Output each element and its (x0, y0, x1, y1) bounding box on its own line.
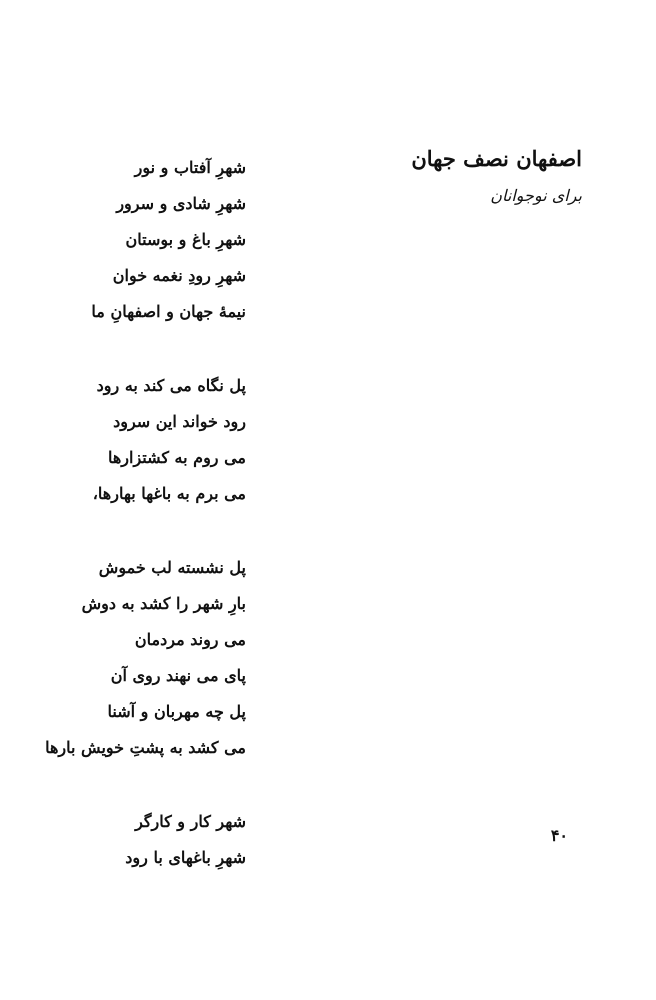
poem-line: شهرِ آفتاب و نور (134, 158, 246, 177)
poem-line: شهرِ رودِ نغمه خوان (112, 266, 246, 285)
poem-line: شهر کار و کارگر (135, 812, 246, 831)
poem-line: رود خواند این سرود (113, 412, 246, 431)
poem-line: می روم به کشتزارها (107, 448, 246, 467)
stanza-2 (45, 368, 246, 512)
poem-line: شهرِ شادی و سرور (116, 194, 246, 213)
poem-line: پل نگاه می کند به رود (96, 376, 246, 395)
stanza-4 (45, 804, 246, 876)
poem-line: شهرِ باغهای با رود (125, 848, 246, 867)
stanza-3 (45, 550, 246, 766)
poem-line: می کشد به پشتِ خویش بارها (45, 738, 246, 757)
page-number: ۴۰ (550, 826, 568, 845)
stanza-1 (45, 150, 246, 330)
poem-line: پل نشسته لب خموش (98, 558, 246, 577)
poem-line: می روند مردمان (134, 630, 246, 649)
poem-line: پل چه مهربان و آشنا (107, 702, 246, 721)
poem-line: نیمهٔ جهان و اصفهانِ ما (91, 302, 246, 321)
poem-body (45, 150, 246, 914)
poem-subtitle: برای نوجوانان (490, 186, 582, 205)
poem-line: پای می نهند روی آن (110, 666, 246, 685)
poem-title: اصفهان نصف جهان (411, 146, 582, 171)
poem-line: می برم به باغها بهارها، (92, 484, 246, 503)
poem-line: شهرِ باغ و بوستان (125, 230, 246, 249)
poem-line: بارِ شهر را کشد به دوش (81, 594, 246, 613)
